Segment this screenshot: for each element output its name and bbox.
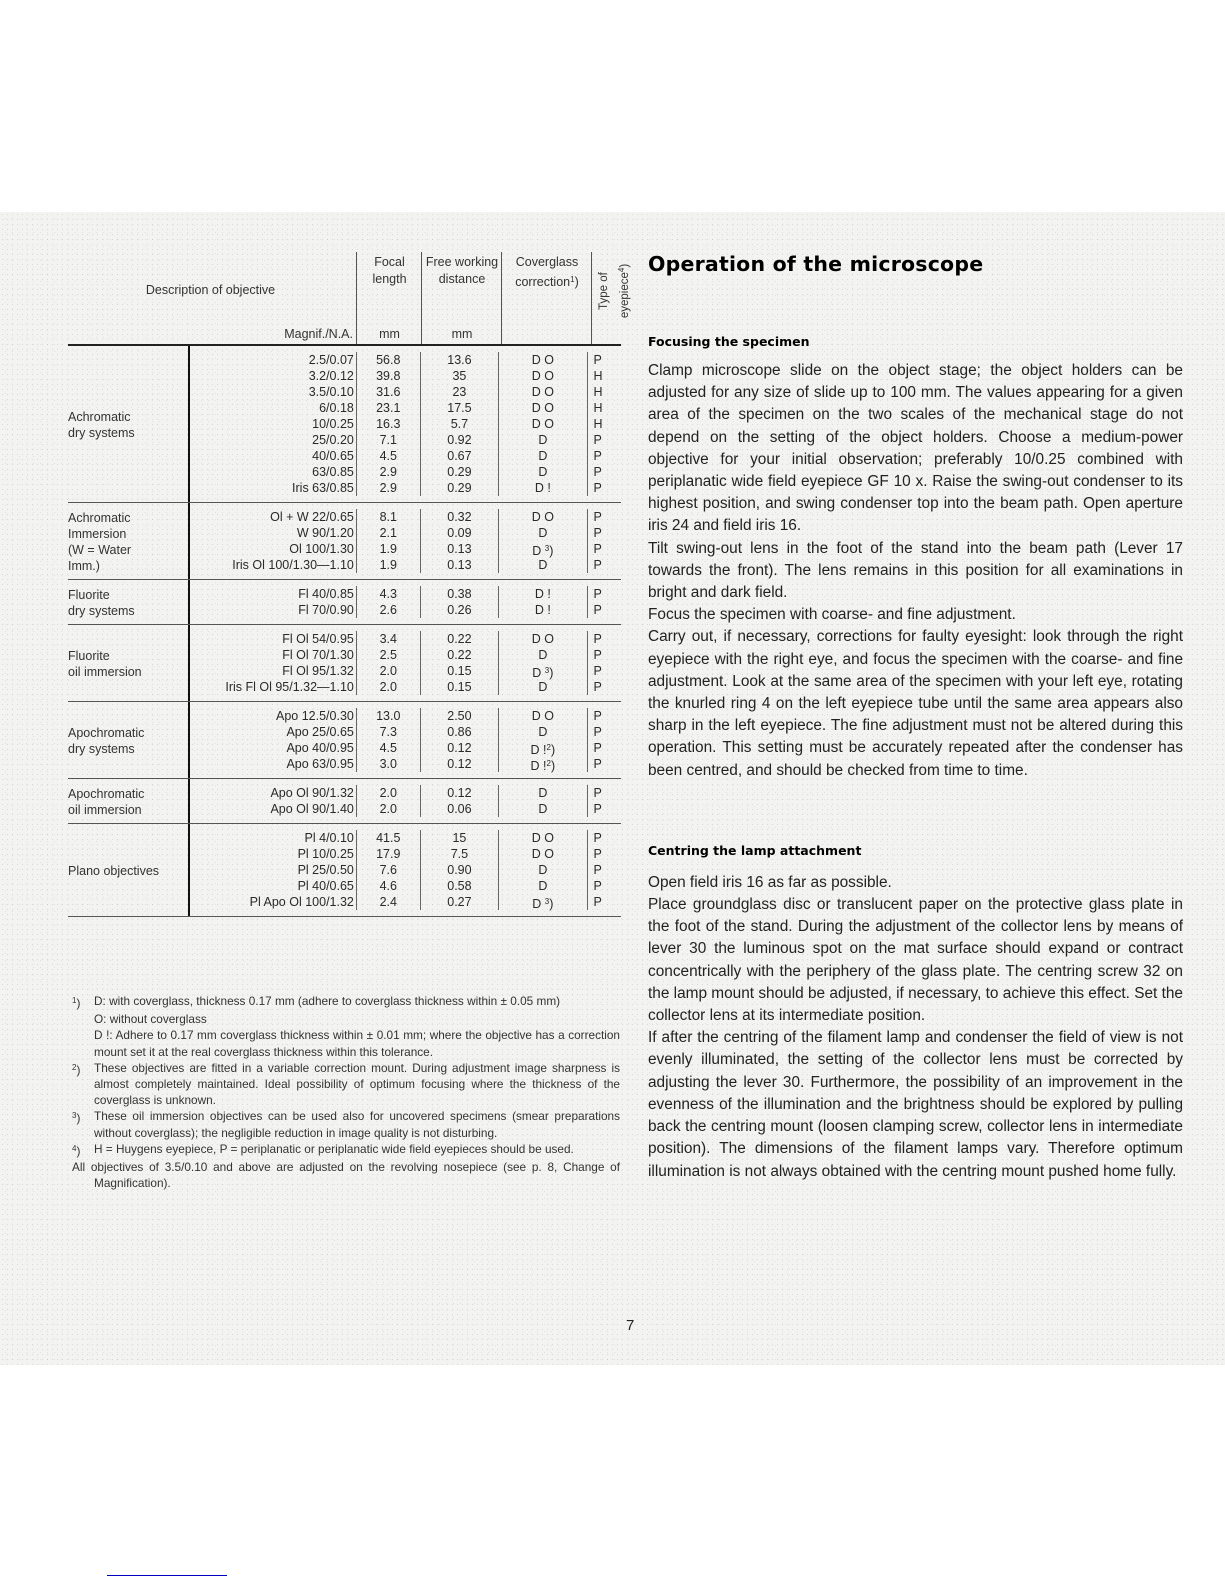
cell-focal-length: 2.9 [357,464,421,480]
paragraph: Focus the specimen with coarse- and fine adjustment. [648,606,1016,624]
cell-magnification: Fl Ol 95/1.32 [190,663,357,679]
footnote [72,1108,620,1140]
cell-focal-length: 39.8 [357,368,421,384]
header-working-distance: Free working distance [425,255,499,286]
table-row [190,679,621,695]
cell-working-distance: 7.5 [421,846,500,862]
footnote-text: These objectives are fitted in a variable correction mount. During adjustment image sharpness is almost completely maintained. Ideal possibility of optimum focusing where the thickness of the coverglass is unknown. [94,1060,620,1108]
footnote-marker: $^3$) [72,1111,81,1126]
cell-magnification: 6/0.18 [190,400,357,416]
cell-eyepiece-type: P [593,603,602,617]
cell-magnification: Apo 25/0.65 [190,724,357,740]
coverglass-code: D [538,465,548,479]
cell-focal-length: 2.0 [357,663,421,679]
cell-working-distance: 0.26 [421,602,500,618]
category-line: (W = Water [68,542,132,557]
cell-eyepiece-type: H [593,417,603,431]
cell-focal-length: 7.3 [357,724,421,740]
cell-working-distance: 0.58 [421,878,500,894]
cell-eyepiece-type: P [593,879,602,893]
coverglass-code: D O [531,417,554,431]
section-heading-focusing: Focusing the specimen [648,334,810,349]
objective-group [68,702,621,779]
cell-focal-length: 4.5 [357,740,421,756]
table-body [68,346,621,917]
cell-magnification: Fl 70/0.90 [190,602,357,618]
cell-eyepiece-type: P [593,863,602,877]
table-row [190,400,621,416]
footnote [72,993,620,1011]
cell-focal-length: 16.3 [357,416,421,432]
coverglass-code: D ! [534,587,551,601]
cell-working-distance: 0.29 [421,480,500,496]
coverglass-code: D ! [530,743,547,757]
cell-coverglass [499,416,587,432]
cell-working-distance: 0.90 [421,862,500,878]
coverglass-code: D [538,558,548,572]
cell-focal-length: 7.1 [357,432,421,448]
table-row [190,368,621,384]
coverglass-code: D O [531,831,554,845]
cell-working-distance: 0.32 [421,509,500,525]
footnotes [72,993,620,1191]
cell-working-distance: 5.7 [421,416,500,432]
cell-magnification: Apo 63/0.95 [190,756,357,772]
cell-focal-length: 2.0 [357,801,421,817]
cell-coverglass [499,785,587,801]
cell-working-distance: 17.5 [421,400,500,416]
table-row [190,448,621,464]
cell-coverglass [499,724,587,740]
table-row [190,464,621,480]
cell-coverglass [499,602,587,618]
coverglass-code: D [538,433,548,447]
page-number: 7 [626,1317,635,1334]
cell-focal-length: 41.5 [357,830,421,846]
group-rows [188,503,621,579]
objective-group [68,625,621,702]
objective-group [68,779,621,824]
cell-working-distance: 2.50 [421,708,500,724]
cell-coverglass [499,631,587,647]
cell-focal-length: 2.4 [357,894,421,910]
cell-magnification: 3.5/0.10 [190,384,357,400]
cell-magnification: Fl 40/0.85 [190,586,357,602]
header-description: Description of objective [145,283,276,297]
cell-coverglass [499,801,587,817]
objectives-table [68,252,631,917]
footnote-final: All objectives of 3.5/0.10 and above are adjusted on the revolving nosepiece (see p. 8, Change of Magnification). [72,1160,620,1191]
cell-working-distance: 0.13 [421,557,500,573]
table-row [190,384,621,400]
header-focal-length: Focal length [372,255,407,286]
cell-working-distance: 0.15 [421,663,500,679]
section-body-centring [648,872,1183,1183]
cell-magnification: 40/0.65 [190,448,357,464]
cell-eyepiece-type: P [593,632,602,646]
table-row [190,878,621,894]
table-row [190,740,621,756]
cell-eyepiece-type: P [593,664,602,678]
cell-magnification: Apo 12.5/0.30 [190,708,357,724]
cell-coverglass: D !$^2$) [499,740,587,756]
cell-focal-length: 2.1 [357,525,421,541]
cell-coverglass [499,464,587,480]
header-magnif: Magnif./N.A. [284,327,353,341]
category-line: dry systems [68,741,135,756]
cell-eyepiece-type: P [593,526,602,540]
cell-eyepiece-type: P [593,433,602,447]
category-line: Apochromatic [68,786,145,801]
section-heading-centring: Centring the lamp attachment [648,842,862,858]
cell-coverglass [499,846,587,862]
group-category [68,510,186,574]
footnote-marker: $^4$) [72,1143,81,1158]
cell-magnification: Pl 40/0.65 [190,878,357,894]
cell-magnification: Iris Fl Ol 95/1.32—1.10 [190,679,357,695]
table-row [190,602,621,618]
footnote [72,1027,620,1059]
table-row [190,432,621,448]
cell-coverglass [499,525,587,541]
category-line: dry systems [68,425,135,440]
header-working-distance-unit: mm [451,327,473,341]
category-line: Achromatic [68,510,131,525]
category-line: Fluorite [68,587,110,602]
paragraph: Carry out, if necessary, corrections for faulty eyesight: look through the right eyepiece with the right eye, and focus the specimen with the coarse- and fine adjustment. Look at the same area of the specimen with your left eye, rotating the knurled ring 4 on the left eyepiece tube until the same area appears also sharp in the left eyepiece. The fine adjustment must not be altered during this operation. This setting must be accurately repeated after the condenser has been centred, and should be checked from time to time. [648,628,1183,779]
cell-coverglass [499,830,587,846]
group-category [68,409,186,441]
cell-focal-length: 2.9 [357,480,421,496]
cell-focal-length: 4.5 [357,448,421,464]
category-line: Immersion [68,526,127,541]
cell-eyepiece-type: P [593,786,602,800]
cell-eyepiece-type: H [593,401,603,415]
cell-focal-length: 2.6 [357,602,421,618]
cell-working-distance: 0.12 [421,740,500,756]
footnote-marker: $^1$) [72,996,81,1010]
footnote [72,1060,620,1109]
cell-working-distance: 0.29 [421,464,500,480]
cell-working-distance: 0.92 [421,432,500,448]
table-row [190,557,621,573]
table-row [190,894,621,910]
section-body-focusing [648,360,1183,782]
cell-eyepiece-type: P [593,895,602,909]
table-row [190,801,621,817]
group-rows [188,625,621,701]
cell-working-distance: 13.6 [421,352,500,368]
cell-eyepiece-type: P [593,802,602,816]
table-row [190,480,621,496]
table-row [190,416,621,432]
cell-eyepiece-type: P [593,757,602,771]
cell-coverglass [499,862,587,878]
cell-eyepiece-type: P [593,510,602,524]
cell-working-distance: 0.22 [421,647,500,663]
footnote-marker [72,1011,94,1027]
coverglass-code: D O [531,369,554,383]
cell-eyepiece-type: P [593,709,602,723]
cell-magnification: Ol 100/1.30 [190,541,357,557]
cell-magnification: 10/0.25 [190,416,357,432]
group-category [68,648,186,680]
cell-coverglass [499,708,587,724]
cell-working-distance: 0.22 [421,631,500,647]
cell-magnification: Apo Ol 90/1.40 [190,801,357,817]
cell-magnification: Pl 4/0.10 [190,830,357,846]
footnote-text: D !: Adhere to 0.17 mm coverglass thickness within ± 0.01 mm; where the objective has a correction mount set it at the real coverglass thickness within this tolerance. [94,1028,620,1059]
cell-focal-length: 13.0 [357,708,421,724]
cell-coverglass [499,586,587,602]
coverglass-code: D [538,526,548,540]
cell-coverglass: D !$^2$) [499,756,587,772]
footnote-marker [72,1027,94,1059]
table-row [190,830,621,846]
cell-working-distance: 0.67 [421,448,500,464]
cell-eyepiece-type: P [593,847,602,861]
cell-focal-length: 1.9 [357,541,421,557]
coverglass-code: D O [531,385,554,399]
table-row [190,846,621,862]
cell-focal-length: 8.1 [357,509,421,525]
cell-eyepiece-type: P [593,831,602,845]
page-title: Operation of the microscope [648,252,984,276]
cell-focal-length: 7.6 [357,862,421,878]
cell-coverglass [499,352,587,368]
category-line: Imm.) [68,558,100,573]
cell-working-distance: 0.12 [421,785,500,801]
footnote-ref: 2 [546,743,551,752]
cell-magnification: Fl Ol 54/0.95 [190,631,357,647]
coverglass-code: D [532,897,545,911]
cell-coverglass [499,509,587,525]
link-underline [107,1575,227,1576]
table-row [190,586,621,602]
table-row [190,724,621,740]
cell-eyepiece-type: H [593,369,603,383]
coverglass-code: D [538,680,548,694]
cell-coverglass: D $^3$) [499,663,587,679]
paragraph: Open field iris 16 as far as possible. [648,873,892,891]
cell-magnification: Apo 40/0.95 [190,740,357,756]
objective-group [68,580,621,625]
cell-eyepiece-type: P [593,353,602,367]
coverglass-code: D [538,802,548,816]
cell-coverglass: D $^3$) [499,894,587,910]
category-line: dry systems [68,603,135,618]
cell-eyepiece-type: P [593,449,602,463]
cell-magnification: Iris Ol 100/1.30—1.10 [190,557,357,573]
footnote-ref: 3 [544,666,550,675]
cell-focal-length: 31.6 [357,384,421,400]
cell-coverglass [499,480,587,496]
cell-eyepiece-type: P [593,587,602,601]
table-row [190,647,621,663]
cell-eyepiece-type: P [593,725,602,739]
cell-coverglass [499,448,587,464]
cell-magnification: Pl Apo Ol 100/1.32 [190,894,357,910]
cell-coverglass [499,400,587,416]
cell-focal-length: 23.1 [357,400,421,416]
coverglass-code: D [532,666,545,680]
cell-eyepiece-type: P [593,481,602,495]
cell-focal-length: 2.0 [357,785,421,801]
cell-coverglass [499,384,587,400]
coverglass-code: D ! [534,481,551,495]
cell-working-distance: 35 [421,368,500,384]
coverglass-code: D [538,725,548,739]
cell-working-distance: 0.12 [421,756,500,772]
cell-working-distance: 0.38 [421,586,500,602]
table-row [190,541,621,557]
cell-eyepiece-type: P [593,558,602,572]
objective-group [68,824,621,917]
group-rows [188,702,621,778]
cell-working-distance: 0.09 [421,525,500,541]
group-rows [188,824,621,916]
group-rows [188,779,621,823]
group-category [68,863,186,879]
cell-magnification: W 90/1.20 [190,525,357,541]
table-row [190,352,621,368]
table-row [190,785,621,801]
footnote-text: O: without coverglass [94,1012,207,1027]
footnote-text: These oil immersion objectives can be used also for uncovered specimens (smear preparations without coverglass); the negligible reduction in image quality is not disturbing. [94,1109,620,1140]
cell-working-distance: 0.06 [421,801,500,817]
coverglass-code: D O [531,847,554,861]
table-row [190,663,621,679]
table-row [190,708,621,724]
cell-coverglass [499,368,587,384]
cell-eyepiece-type: P [593,741,602,755]
cell-magnification: 2.5/0.07 [190,352,357,368]
coverglass-code: D [538,648,548,662]
cell-magnification: Apo Ol 90/1.32 [190,785,357,801]
category-line: oil immersion [68,664,142,679]
paragraph: Clamp microscope slide on the object stage; the object holders can be adjusted for any size of slide up to 100 mm. The values appearing for a given area of the specimen on the two scales of the mechanical stage do not depend on the setting of the object holders. Choose a medium-power objective for your initial observation; preferably 10/0.25 combined with periplanatic wide field eyepiece GF 10 x. Raise the swing-out condenser to its highest position, and swing condenser top into the beam path. Open aperture iris 24 and field iris 16. [648,362,1183,535]
cell-working-distance: 0.86 [421,724,500,740]
coverglass-code: D [538,786,548,800]
cell-coverglass [499,557,587,573]
cell-magnification: Fl Ol 70/1.30 [190,647,357,663]
table-row [190,525,621,541]
cell-magnification: Pl 25/0.50 [190,862,357,878]
category-line: Apochromatic [68,725,145,740]
cell-focal-length: 56.8 [357,352,421,368]
cell-magnification: 25/0.20 [190,432,357,448]
cell-coverglass [499,878,587,894]
paragraph: Place groundglass disc or translucent paper on the protective glass plate in the foot of the stand. During the adjustment of the collector lens by means of lever 30 the luminous spot on the mat surface should expand or contract concentrically with the periphery of the glass plate. The centring screw 32 on the lamp mount should be adjusted, if necessary, to achieve this effect. Set the collector lens at its intermediate position. [648,896,1183,1025]
cell-focal-length: 3.0 [357,756,421,772]
cell-coverglass [499,432,587,448]
category-line: Achromatic [68,409,131,424]
category-line: Fluorite [68,648,110,663]
paragraph: Tilt swing-out lens in the foot of the stand into the beam path (Lever 17 towards the front). The lens remains in this position for all examinations in bright and dark field. [648,539,1183,602]
coverglass-code: D ! [534,603,551,617]
footnote [72,1011,620,1027]
cell-eyepiece-type: P [593,465,602,479]
coverglass-code: D O [531,709,554,723]
group-category [68,587,186,619]
cell-eyepiece-type: P [593,680,602,694]
group-category [68,725,186,757]
table-row [190,756,621,772]
cell-working-distance: 15 [421,830,500,846]
cell-magnification: Iris 63/0.85 [190,480,357,496]
coverglass-code: D [538,863,548,877]
paragraph: If after the centring of the filament lamp and condenser the field of view is not evenly illuminated, the setting of the collector lens must be corrected by adjusting the lever 30. Furthermore, the possibility of an improvement in the evenness of the illumination and the brightness should be explored by pulling back the centring mount (loosen clamping screw, collector lens in intermediate position). The dimensions of the filament lamps vary. Therefore optimum illumination is not always obtained with the centring mount pushed home fully. [648,1029,1183,1180]
table-row [190,862,621,878]
cell-focal-length: 4.6 [357,878,421,894]
cell-coverglass [499,679,587,695]
coverglass-code: D [532,544,545,558]
cell-working-distance: 0.15 [421,679,500,695]
cell-magnification: Ol + W 22/0.65 [190,509,357,525]
cell-working-distance: 0.13 [421,541,500,557]
group-rows [188,346,621,502]
cell-magnification: Pl 10/0.25 [190,846,357,862]
footnote-marker: $^2$) [72,1062,81,1077]
objective-group [68,346,621,503]
cell-focal-length: 2.5 [357,647,421,663]
coverglass-code: D O [531,353,554,367]
table-row [190,509,621,525]
header-eyepiece-type: Type of eyepiece$^4$) [598,263,631,319]
cell-focal-length: 1.9 [357,557,421,573]
footnote-text: H = Huygens eyepiece, P = periplanatic or periplanatic wide field eyepieces should be used. [94,1141,574,1156]
coverglass-code: D O [531,510,554,524]
cell-eyepiece-type: H [593,385,603,399]
cell-coverglass: D $^3$) [499,541,587,557]
coverglass-code: D [538,449,548,463]
category-line: oil immersion [68,802,142,817]
footnote-ref: 2 [546,759,551,768]
column-divider [591,252,592,344]
cell-focal-length: 4.3 [357,586,421,602]
header-coverglass: Coverglass correction$^1$) [515,255,579,289]
cell-focal-length: 17.9 [357,846,421,862]
cell-working-distance: 23 [421,384,500,400]
footnote-ref: 3 [544,544,550,553]
coverglass-code: D O [531,632,554,646]
group-category [68,786,186,818]
cell-coverglass [499,647,587,663]
instructions-column [648,252,1183,1183]
cell-focal-length: 3.4 [357,631,421,647]
coverglass-code: D [538,879,548,893]
coverglass-code: D ! [530,759,547,773]
cell-eyepiece-type: P [593,542,602,556]
group-rows [188,580,621,624]
table-header [68,252,631,344]
cell-magnification: 63/0.85 [190,464,357,480]
footnote-ref: 3 [544,897,550,906]
footnote [72,1141,620,1159]
cell-magnification: 3.2/0.12 [190,368,357,384]
header-focal-unit: mm [379,327,400,341]
table-row [190,631,621,647]
cell-eyepiece-type: P [593,648,602,662]
objective-group [68,503,621,580]
cell-focal-length: 2.0 [357,679,421,695]
cell-working-distance: 0.27 [421,894,500,910]
coverglass-code: D O [531,401,554,415]
footnote-text: D: with coverglass, thickness 0.17 mm (adhere to coverglass thickness within ± 0.05 mm) [94,994,561,1008]
category-line: Plano objectives [68,863,160,878]
